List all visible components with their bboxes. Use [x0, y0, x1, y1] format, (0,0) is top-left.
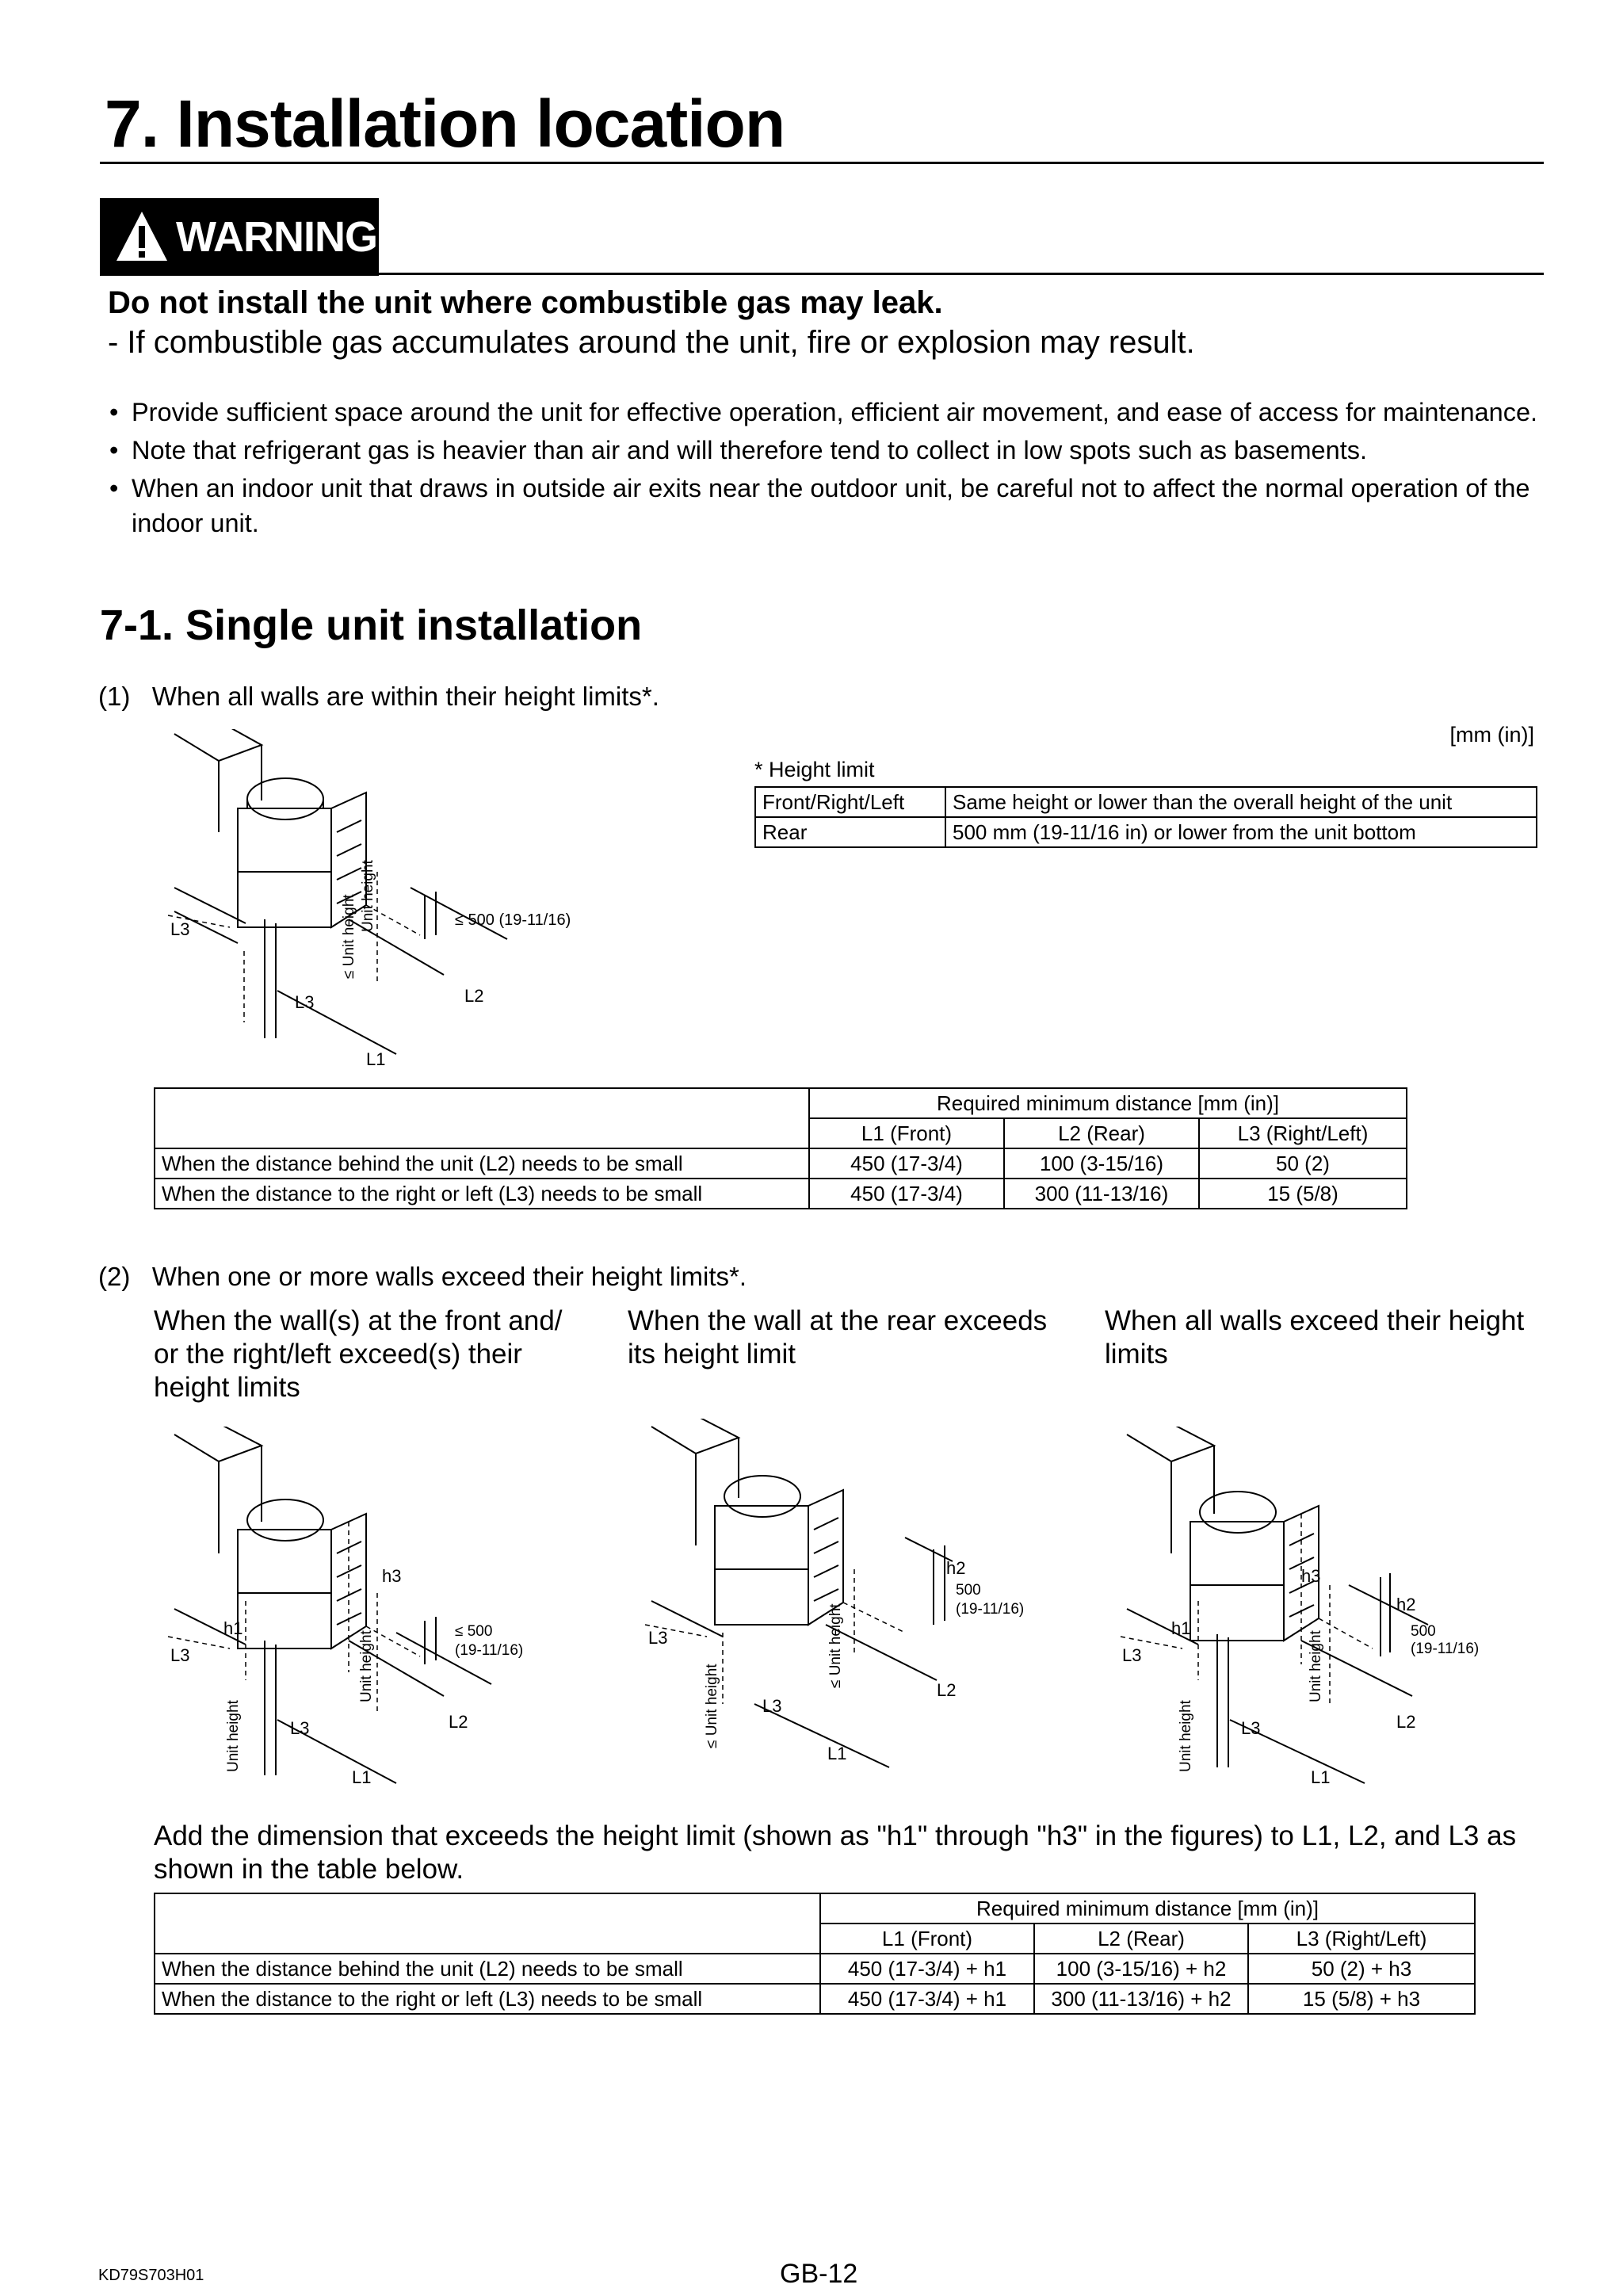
table-row	[155, 1088, 1407, 1118]
figC-l1: L1	[1311, 1767, 1331, 1787]
table-cell: 15 (5/8)	[1199, 1179, 1407, 1209]
figC-unit-height: Unit height	[1308, 1630, 1324, 1702]
list-item: • Provide sufficient space around the unit for effective operation, efficient air movement, and ease of access for maintenance.	[109, 395, 1552, 430]
figA-in: (19-11/16)	[455, 1642, 524, 1659]
table-row	[155, 1984, 1475, 2014]
table-cell: 450 (17-3/4) + h1	[820, 1984, 1034, 2014]
figA-h1: h1	[223, 1618, 243, 1638]
fig1-l3-label: L3	[295, 992, 315, 1012]
table-row	[155, 1893, 1475, 1924]
table-cell: 15 (5/8) + h3	[1248, 1984, 1475, 2014]
document-code: KD79S703H01	[98, 2267, 204, 2284]
figB-l2: L2	[937, 1680, 957, 1700]
fig1-le-unit-height-label: ≤ Unit height	[341, 894, 357, 979]
table-row	[155, 1954, 1475, 1984]
figA-l2: L2	[449, 1712, 468, 1732]
table-row	[755, 817, 1537, 847]
table-header: L1 (Front)	[809, 1118, 1004, 1148]
table-header: L3 (Right/Left)	[1199, 1118, 1407, 1148]
subcase-all: When all walls exceed their height limits	[1105, 1305, 1525, 1370]
figB-500: 500	[956, 1582, 981, 1599]
figB-le-unit-height: ≤ Unit height	[827, 1603, 844, 1688]
table-cell: When the distance to the right or left (L3) needs to be small	[155, 1179, 809, 1209]
figB-le-unit-height: ≤ Unit height	[704, 1664, 720, 1748]
table-cell: 300 (11-13/16) + h2	[1034, 1984, 1248, 2014]
table-cell	[155, 1088, 809, 1148]
table-cell: 100 (3-15/16)	[1004, 1148, 1199, 1179]
distance-table-2	[154, 1893, 1476, 2015]
case2-text: (2) When one or more walls exceed their height limits*.	[98, 1262, 747, 1291]
table-cell: Front/Right/Left	[755, 787, 945, 817]
page-title: 7. Installation location	[105, 86, 785, 161]
diagram-front-exceed	[158, 1427, 571, 1799]
figC-in: (19-11/16)	[1411, 1641, 1480, 1657]
subcase-front: When the wall(s) at the front and/ or the right/left exceed(s) their height limits	[154, 1305, 563, 1403]
figA-l3: L3	[170, 1645, 190, 1665]
warning-label: WARNING	[176, 213, 377, 261]
figC-h3: h3	[1301, 1566, 1321, 1586]
diagram-all-exceed	[1111, 1427, 1523, 1799]
table-header: L3 (Right/Left)	[1248, 1924, 1475, 1954]
units-note: [mm (in)]	[1449, 723, 1534, 747]
figC-l2: L2	[1396, 1712, 1416, 1732]
warning-icon	[114, 208, 170, 266]
single-unit-diagram	[158, 729, 602, 1070]
fig1-l1-label: L1	[366, 1049, 386, 1069]
figC-h2: h2	[1396, 1595, 1416, 1614]
table-cell: When the distance behind the unit (L2) needs to be small	[155, 1954, 820, 1984]
table-cell: 450 (17-3/4) + h1	[820, 1954, 1034, 1984]
figB-l3: L3	[648, 1628, 668, 1648]
figB-l3: L3	[762, 1696, 782, 1716]
table-cell	[155, 1893, 820, 1954]
bullet-list	[109, 395, 1552, 544]
figA-unit-height: Unit height	[358, 1630, 375, 1702]
title-rule	[100, 162, 1544, 164]
table-cell: When the distance to the right or left (L3) needs to be small	[155, 1984, 820, 2014]
table-row	[155, 1179, 1407, 1209]
figB-l1: L1	[827, 1744, 847, 1763]
warning-rule	[379, 273, 1544, 275]
figA-l1: L1	[352, 1767, 372, 1787]
fig1-500-label: ≤ 500 (19-11/16)	[455, 911, 571, 929]
figA-h3: h3	[382, 1566, 402, 1586]
figB-h2: h2	[946, 1558, 966, 1578]
table-cell: 50 (2) + h3	[1248, 1954, 1475, 1984]
figC-l3: L3	[1241, 1718, 1261, 1738]
figC-unit-height: Unit height	[1178, 1700, 1194, 1772]
figA-500: ≤ 500	[455, 1623, 493, 1640]
table-row	[755, 787, 1537, 817]
figA-l3: L3	[290, 1718, 310, 1738]
distance-table-1	[154, 1087, 1407, 1209]
table-header: L2 (Rear)	[1004, 1118, 1199, 1148]
table-cell: Same height or lower than the overall height of the unit	[945, 787, 1537, 817]
list-item: • When an indoor unit that draws in outside air exits near the outdoor unit, be careful not to affect the normal operation of the indoor unit.	[109, 471, 1552, 541]
warning-heading: Do not install the unit where combustible gas may leak.	[108, 285, 943, 320]
fig1-unit-height-label: Unit height	[360, 860, 376, 932]
table-cell: 50 (2)	[1199, 1148, 1407, 1179]
table-cell: 450 (17-3/4)	[809, 1148, 1004, 1179]
figC-l3: L3	[1122, 1645, 1142, 1665]
height-limit-table	[754, 786, 1537, 848]
table-cell: 300 (11-13/16)	[1004, 1179, 1199, 1209]
table-header: Required minimum distance [mm (in)]	[820, 1893, 1475, 1924]
fig1-l3-label: L3	[170, 919, 190, 939]
table-header: L2 (Rear)	[1034, 1924, 1248, 1954]
case1-text: (1) When all walls are within their height limits*.	[98, 682, 659, 711]
table-cell: Rear	[755, 817, 945, 847]
section-title: 7-1. Single unit installation	[100, 602, 643, 649]
table-header: L1 (Front)	[820, 1924, 1034, 1954]
height-limit-caption: * Height limit	[754, 758, 875, 781]
subcase-rear: When the wall at the rear exceeds its height limit	[628, 1305, 1048, 1370]
table-cell: When the distance behind the unit (L2) needs to be small	[155, 1148, 809, 1179]
figB-in: (19-11/16)	[956, 1601, 1025, 1618]
table-cell: 100 (3-15/16) + h2	[1034, 1954, 1248, 1984]
table-header: Required minimum distance [mm (in)]	[809, 1088, 1407, 1118]
warning-text: - If combustible gas accumulates around the unit, fire or explosion may result.	[108, 325, 1195, 360]
table-row	[155, 1148, 1407, 1179]
figC-h1: h1	[1171, 1618, 1191, 1638]
add-note: Add the dimension that exceeds the height limit (shown as "h1" through "h3" in the figures) to L1, L2, and L3 as shown in the table below.	[154, 1820, 1517, 1885]
page-number: GB-12	[780, 2259, 858, 2289]
fig1-l2-label: L2	[464, 986, 484, 1006]
figC-500: 500	[1411, 1623, 1436, 1640]
table-cell: 450 (17-3/4)	[809, 1179, 1004, 1209]
figA-unit-height: Unit height	[225, 1700, 242, 1772]
warning-badge	[100, 198, 379, 276]
table-cell: 500 mm (19-11/16 in) or lower from the unit bottom	[945, 817, 1537, 847]
list-item: • Note that refrigerant gas is heavier than air and will therefore tend to collect in low spots such as basements.	[109, 433, 1552, 468]
